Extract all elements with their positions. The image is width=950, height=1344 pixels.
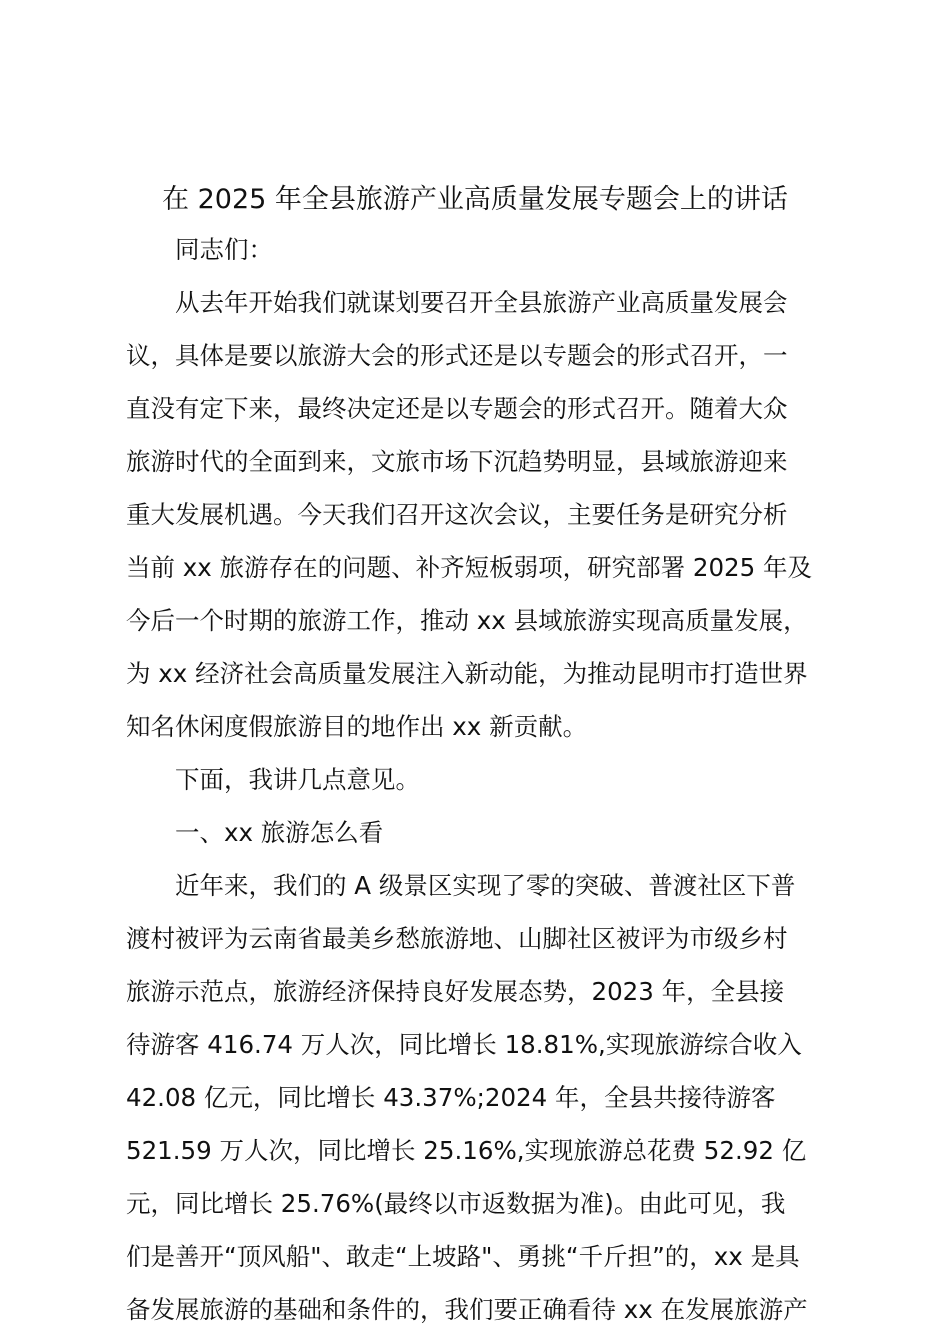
- text-line: 下面，我讲几点意见。: [175, 765, 420, 794]
- text-line: 直没有定下来，最终决定还是以专题会的形式召开。随着大众: [126, 394, 788, 423]
- text-line: 为 xx 经济社会高质量发展注入新动能，为推动昆明市打造世界: [126, 659, 808, 688]
- document-title: 在 2025 年全县旅游产业高质量发展专题会上的讲话: [162, 184, 788, 215]
- text-line: 旅游示范点，旅游经济保持良好发展态势，2023 年，全县接: [126, 977, 785, 1006]
- text-line: 42.08 亿元，同比增长 43.37%;2024 年，全县共接待游客: [126, 1083, 776, 1112]
- text-line: 今后一个时期的旅游工作，推动 xx 县域旅游实现高质量发展，: [126, 606, 808, 635]
- text-line: 当前 xx 旅游存在的问题、补齐短板弱项，研究部署 2025 年及: [126, 553, 812, 582]
- text-line: 知名休闲度假旅游目的地作出 xx 新贡献。: [126, 712, 588, 741]
- text-line: 议，具体是要以旅游大会的形式还是以专题会的形式召开，一: [126, 341, 788, 370]
- text-line: 近年来，我们的 A 级景区实现了零的突破、普渡社区下普: [175, 871, 796, 900]
- text-line: 待游客 416.74 万人次，同比增长 18.81%,实现旅游综合收入: [126, 1030, 802, 1059]
- text-line: 同志们：: [175, 235, 273, 264]
- text-line: 元，同比增长 25.76%(最终以市返数据为准)。由此可见，我: [126, 1189, 786, 1218]
- text-line: 一、xx 旅游怎么看: [175, 818, 384, 847]
- document-body: [126, 223, 836, 1336]
- text-line: 从去年开始我们就谋划要召开全县旅游产业高质量发展会: [175, 288, 788, 317]
- text-line: 重大发展机遇。今天我们召开这次会议，主要任务是研究分析: [126, 500, 788, 529]
- text-line: 们是善开“顶风船"、敢走“上坡路"、勇挑“千斤担”的，xx 是具: [126, 1242, 800, 1271]
- text-line: 旅游时代的全面到来，文旅市场下沉趋势明显，县域旅游迎来: [126, 447, 788, 476]
- text-line: 渡村被评为云南省最美乡愁旅游地、山脚社区被评为市级乡村: [126, 924, 788, 953]
- text-line: 521.59 万人次，同比增长 25.16%,实现旅游总花费 52.92 亿: [126, 1136, 807, 1165]
- text-line: 备发展旅游的基础和条件的，我们要正确看待 xx 在发展旅游产: [126, 1295, 808, 1324]
